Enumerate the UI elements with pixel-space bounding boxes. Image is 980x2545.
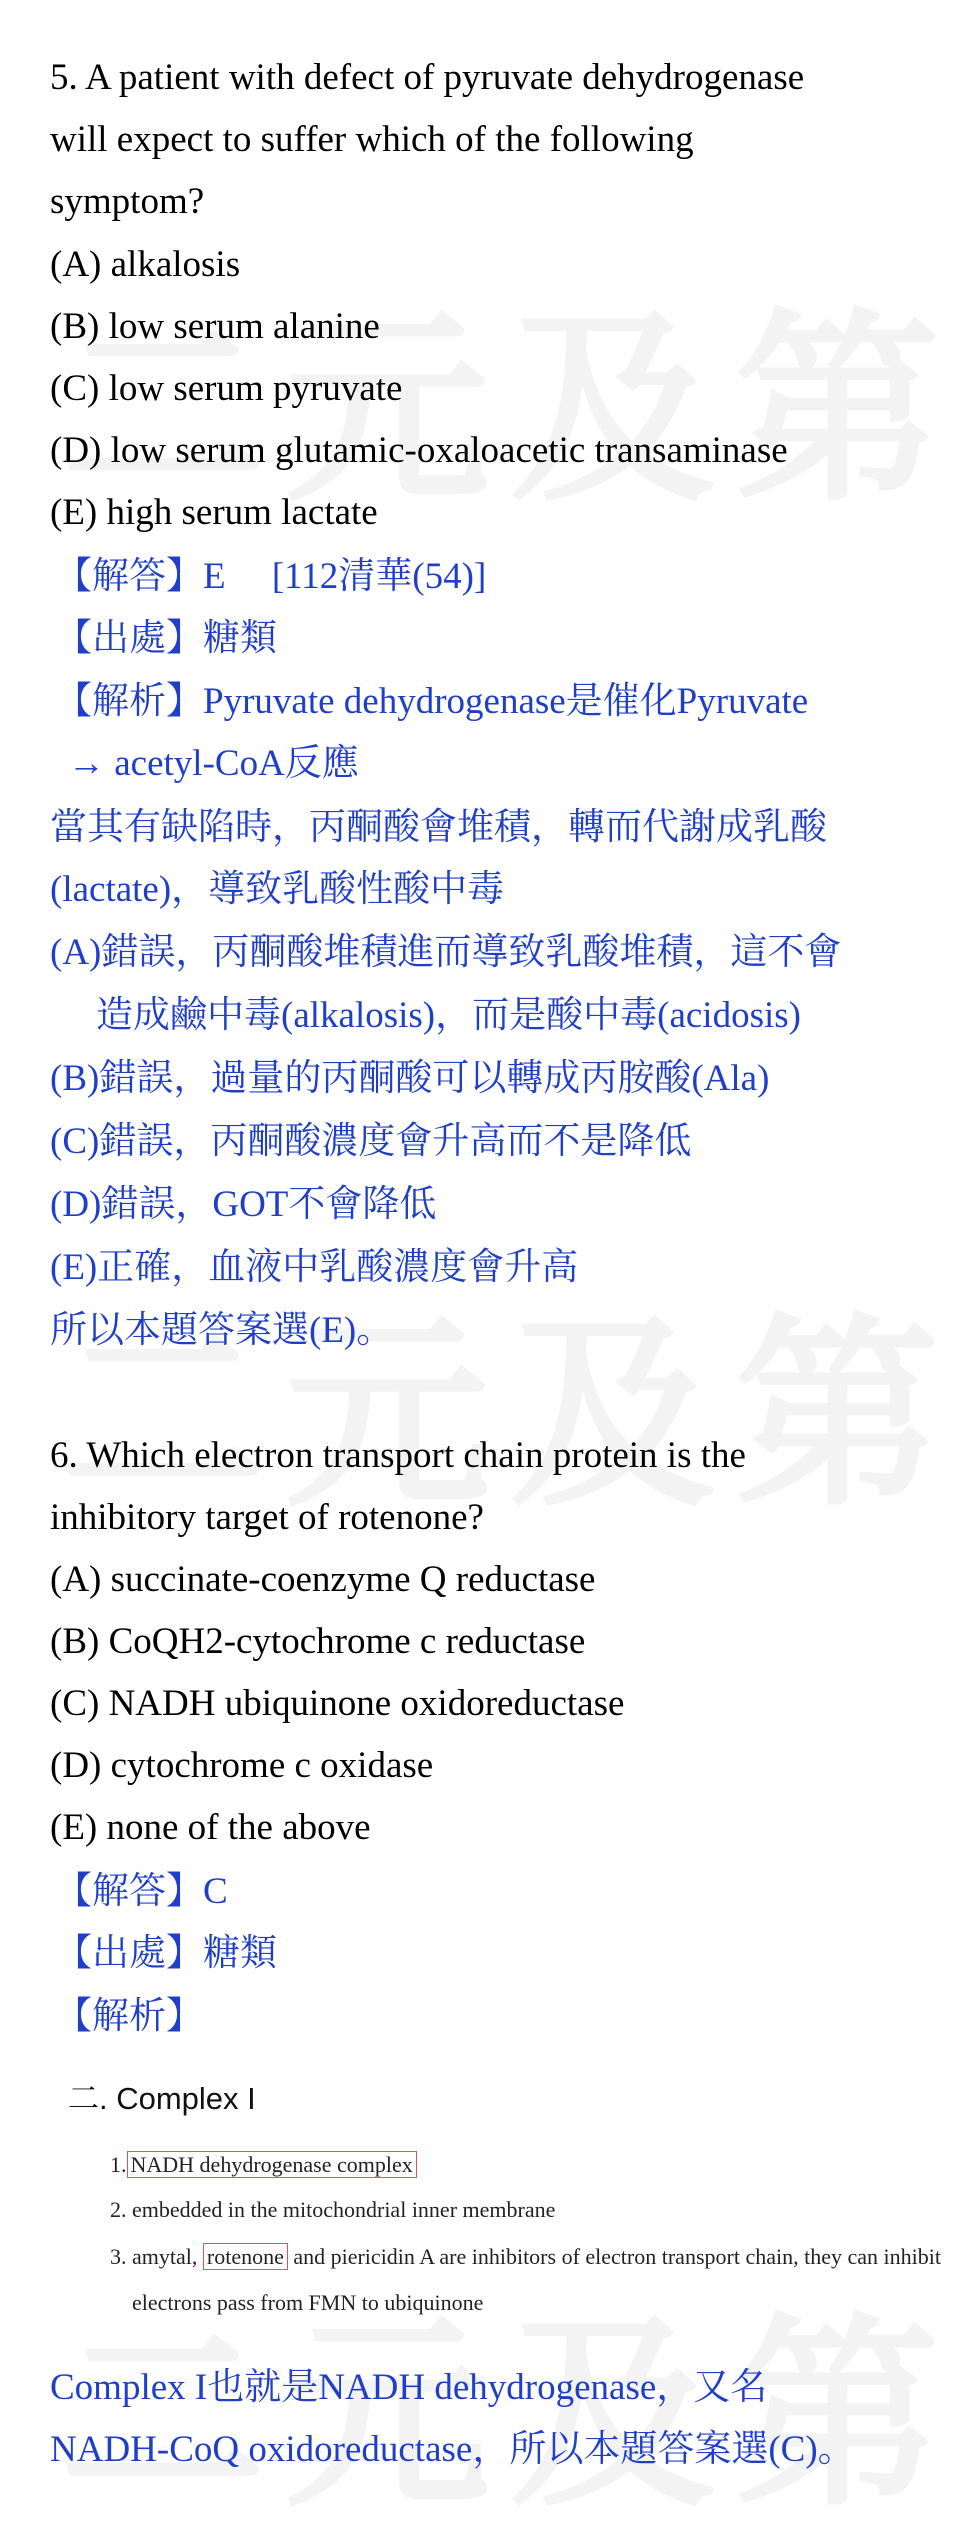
question-stem: symptom? (50, 181, 205, 222)
highlight-box: NADH dehydrogenase complex (127, 2151, 417, 2178)
question-stem: 6. Which electron transport chain protein is the (50, 1435, 746, 1476)
analysis-line: 【解析】Pyruvate dehydrogenase是催化Pyruvate (55, 681, 809, 722)
answer: 【解答】E [112清華(54)] (55, 556, 487, 597)
analysis-line: (B)錯誤，過量的丙酮酸可以轉成丙胺酸(Ala) (50, 1058, 770, 1099)
analysis-line: (E)正確，血液中乳酸濃度會升高 (50, 1247, 579, 1288)
analysis-line: (C)錯誤，丙酮酸濃度會升高而不是降低 (50, 1121, 692, 1162)
option-c: (C) NADH ubiquinone oxidoreductase (50, 1683, 625, 1724)
analysis-line: 所以本題答案選(E)。 (50, 1310, 394, 1351)
conclusion-line: NADH-CoQ oxidoreductase，所以本題答案選(C)。 (50, 2429, 855, 2470)
option-e: (E) none of the above (50, 1807, 371, 1848)
analysis-line: (A)錯誤，丙酮酸堆積進而導致乳酸堆積，這不會 (50, 932, 842, 973)
figure-title: 二. Complex I (68, 2081, 256, 2116)
answer: 【解答】C (55, 1871, 228, 1912)
analysis-line: 造成鹼中毒(alkalosis)，而是酸中毒(acidosis) (96, 995, 801, 1036)
figure-item-3 (110, 2244, 941, 2270)
source: 【出處】糖類 (55, 618, 277, 659)
conclusion-line: Complex I也就是NADH dehydrogenase，又名 (50, 2367, 768, 2408)
option-d: (D) cytochrome c oxidase (50, 1745, 434, 1786)
highlight-box: rotenone (203, 2243, 288, 2270)
option-b: (B) low serum alanine (50, 306, 380, 347)
option-c: (C) low serum pyruvate (50, 368, 403, 409)
question-stem: will expect to suffer which of the following (50, 119, 694, 160)
figure-item-3-cont: electrons pass from FMN to ubiquinone (132, 2290, 484, 2315)
item-text: 3. amytal, (110, 2244, 198, 2269)
analysis-label: 【解析】 (55, 1996, 203, 2037)
figure-item-2: 2. embedded in the mitochondrial inner membrane (110, 2197, 556, 2222)
option-a: (A) alkalosis (50, 244, 241, 285)
question-stem: inhibitory target of rotenone? (50, 1497, 484, 1538)
option-b: (B) CoQH2-cytochrome c reductase (50, 1621, 586, 1662)
source: 【出處】糖類 (55, 1933, 277, 1974)
analysis-line: (lactate)，導致乳酸性酸中毒 (50, 869, 505, 910)
question-stem: 5. A patient with defect of pyruvate dehydrogenase (50, 57, 805, 98)
option-e: (E) high serum lactate (50, 492, 378, 533)
option-a: (A) succinate-coenzyme Q reductase (50, 1559, 596, 1600)
analysis-line: → acetyl-CoA反應 (68, 743, 359, 784)
option-d: (D) low serum glutamic-oxaloacetic transaminase (50, 430, 788, 471)
analysis-line: 當其有缺陷時，丙酮酸會堆積，轉而代謝成乳酸 (50, 807, 827, 848)
item-number: 1. (110, 2152, 127, 2177)
item-text: and piericidin A are inhibitors of electron transport chain, they can inhibit (293, 2244, 941, 2269)
analysis-line: (D)錯誤，GOT不會降低 (50, 1184, 437, 1225)
figure-item-1 (110, 2152, 417, 2178)
